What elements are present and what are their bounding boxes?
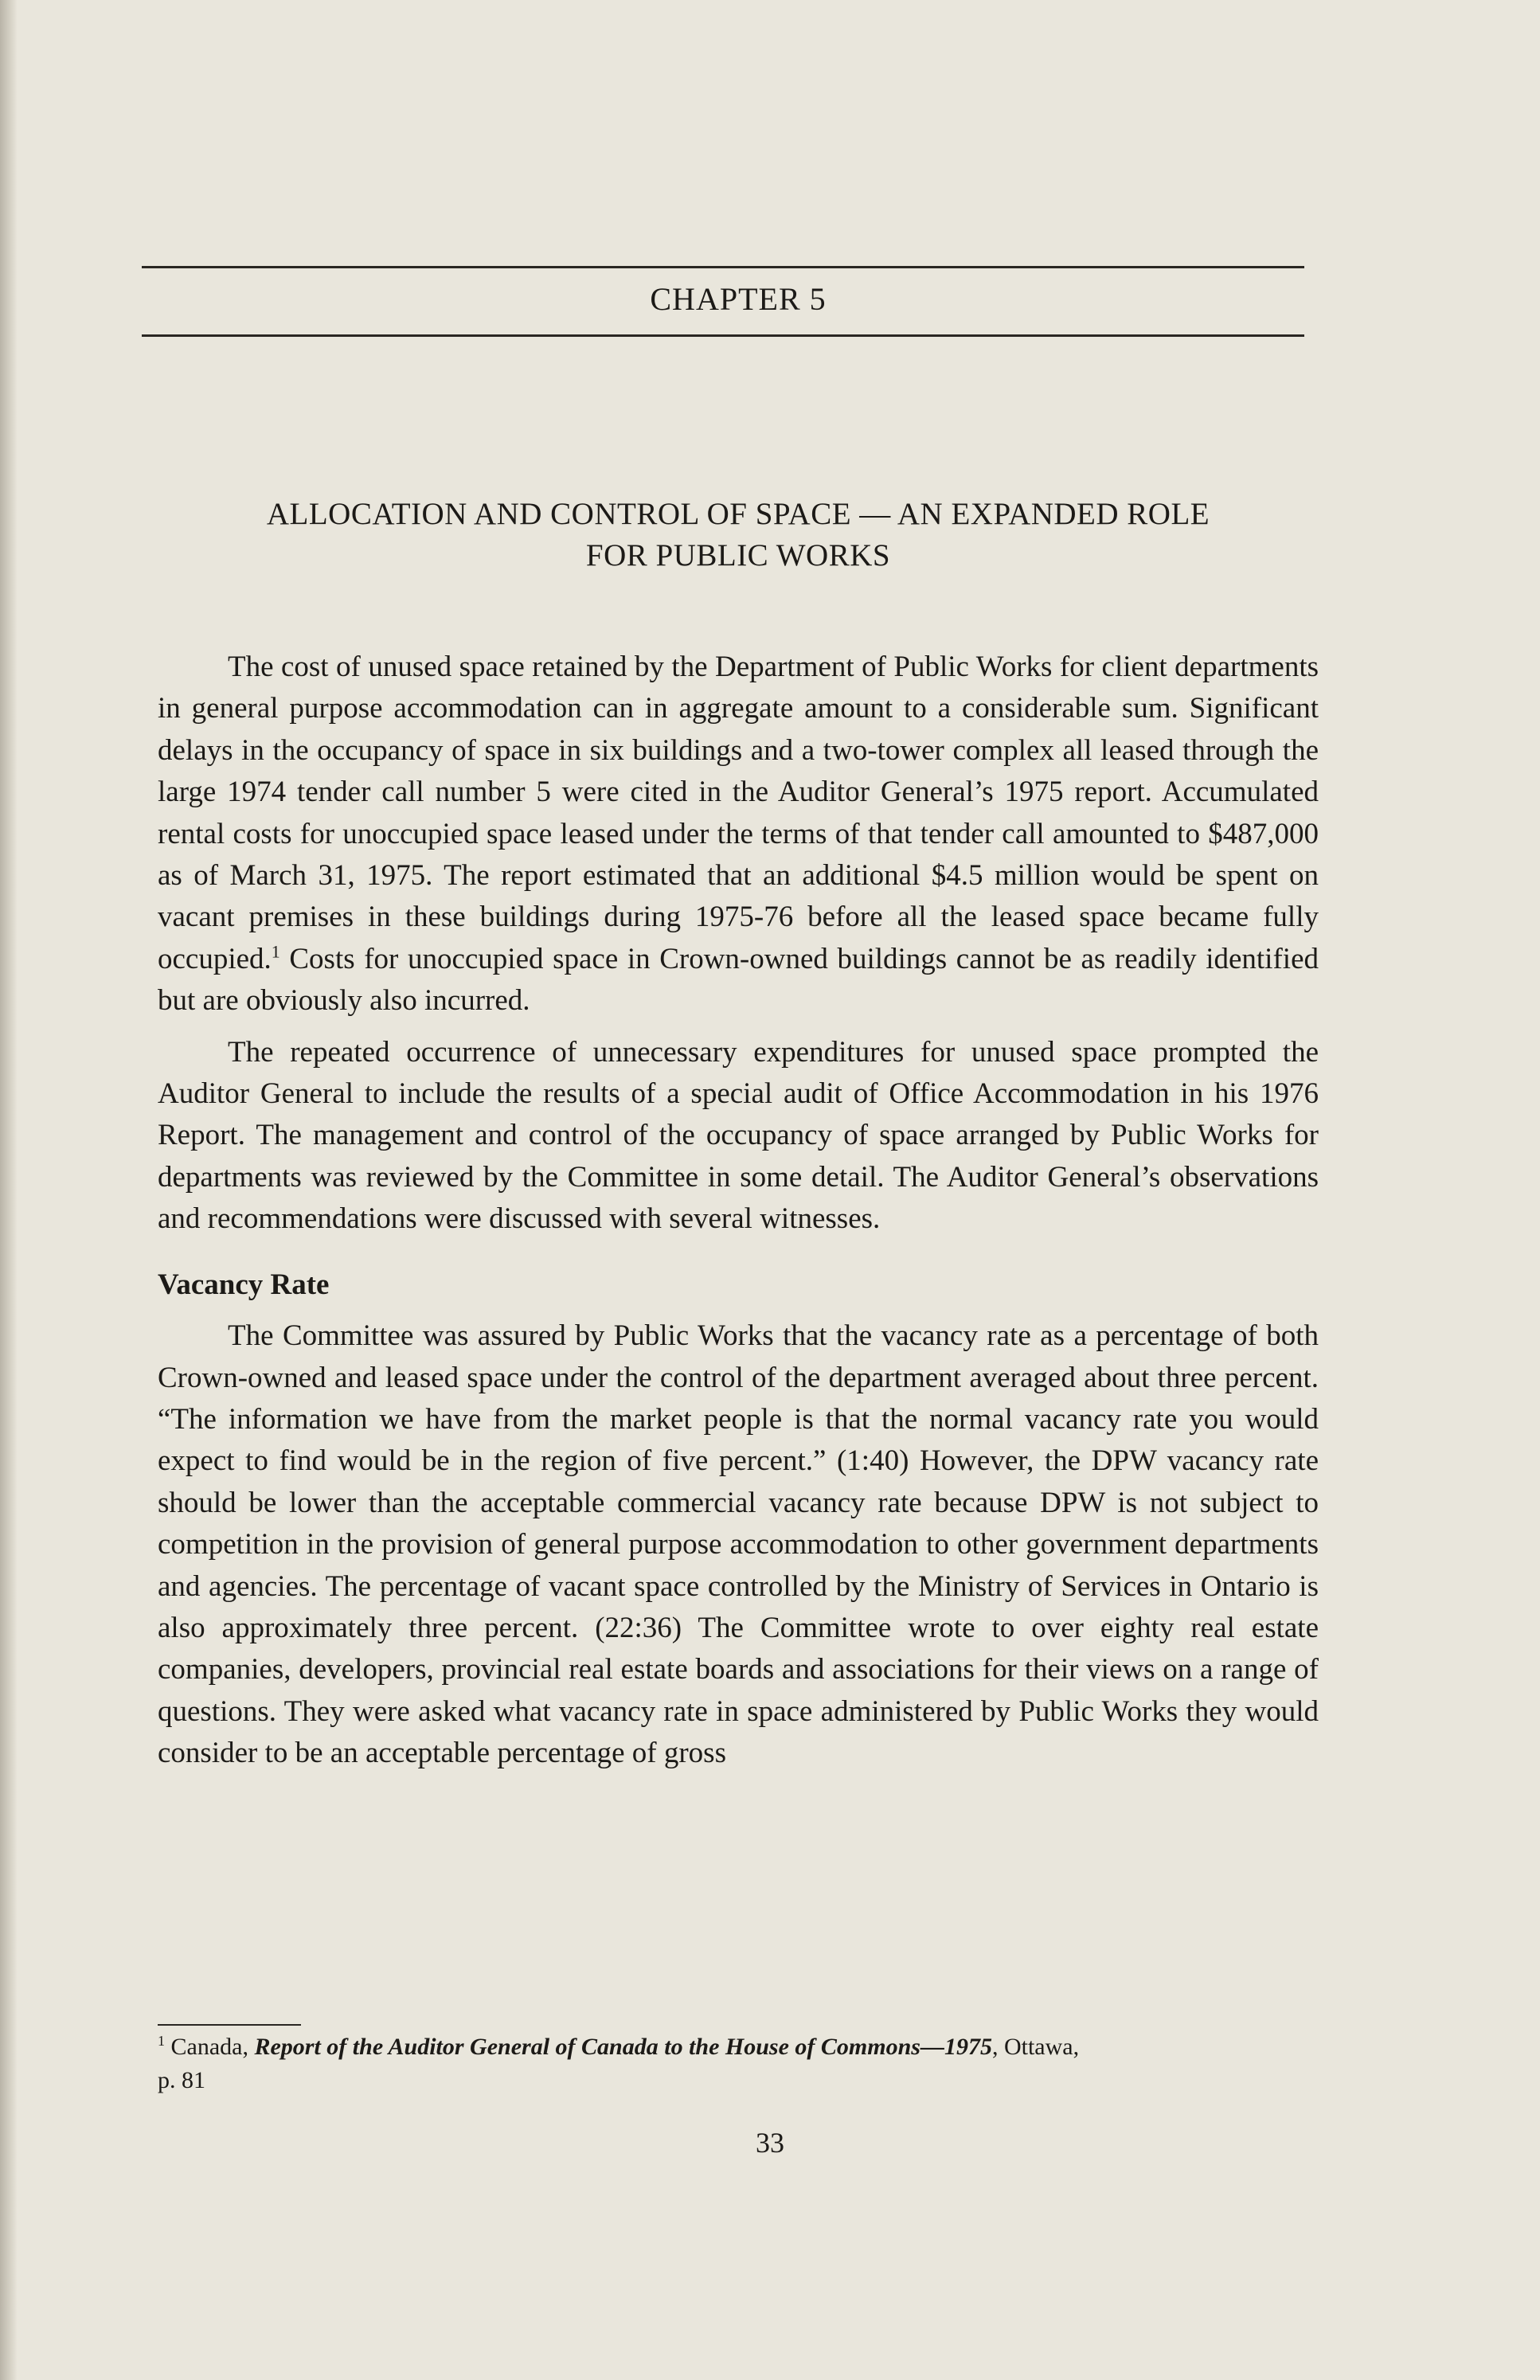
- footnote-mark: 1: [158, 2033, 165, 2049]
- footnote-suffix: , Ottawa,: [991, 2034, 1080, 2060]
- footnote: [158, 2030, 1319, 2097]
- body-text: [158, 647, 1319, 1784]
- paragraph-1-text: The cost of unused space retained by the Department of Public Works for client departments in general purpose accommodation can in aggregate amount to a considerable sum. Significant delays in the occupancy of space in six buildings and a two-tower complex all leased through the large 1974 tender call number 5 were cited in the Auditor General’s 1975 report. Accumulated rental costs for unoccupied space leased under the terms of that tender call amounted to $487,000 as of March 31, 1975. The report estimated that an additional $4.5 million would be spent on vacant premises in these buildings during 1975-76 before all the leased space became fully occupied.: [158, 651, 1319, 975]
- paragraph-1-text-continued: Costs for unoccupied space in Crown-owned buildings cannot be as readily identified but are obviously also incurred.: [158, 942, 1319, 1018]
- paragraph-2: The repeated occurrence of unnecessary expenditures for unused space prompted the Auditor General to include the results of a special audit of Office Accommodation in his 1976 Report. The management and control of the occupancy of space arranged by Public Works for departments was reviewed by the Committee in some detail. The Auditor General’s observations and recommendations were discussed with several witnesses.: [158, 1035, 1319, 1236]
- paragraph-1: [158, 647, 1319, 1022]
- footnote-reference: 1: [271, 941, 280, 962]
- paragraph-3: The Committee was assured by Public Works that the vacancy rate as a percentage of both Crown-owned and leased space under the control of the department averaged about three percent. “The information we have from the market people is that the normal vacancy rate you would expect to find would be in the region of five percent.” (1:40) However, the DPW vacancy rate should be lower than the acceptable commercial vacancy rate because DPW is not subject to competition in the provision of general purpose accommodation to other government departments and agencies. The percentage of vacant space controlled by the Ministry of Services in Ontario is also approximately three percent. (22:36) The Committee wrote to over eighty real estate companies, developers, provincial real estate boards and associations for their views on a range of questions. They were asked what vacancy rate in space administered by Public Works they would consider to be an acceptable percentage of gross: [158, 1319, 1319, 1770]
- chapter-title-line2: FOR PUBLIC WORKS: [585, 538, 891, 573]
- footnote-line1: [158, 2030, 1319, 2064]
- footnote-title: Report of the Auditor General of Canada to the House of Commons—1975: [254, 2034, 992, 2060]
- chapter-rule-bottom: [142, 334, 1304, 337]
- footnote-line2: p. 81: [158, 2067, 205, 2093]
- chapter-title-line1: ALLOCATION AND CONTROL OF SPACE — AN EXPANDED ROLE: [266, 497, 1210, 531]
- footnote-rule: [158, 2024, 301, 2026]
- page-number: 33: [756, 2127, 784, 2159]
- chapter-title: [158, 494, 1319, 576]
- chapter-heading: CHAPTER 5: [650, 281, 827, 317]
- page-binding-edge: [0, 0, 18, 2380]
- footnote-prefix: Canada,: [165, 2034, 255, 2060]
- section-heading: Vacancy Rate: [158, 1268, 330, 1301]
- chapter-rule-top: [142, 266, 1304, 268]
